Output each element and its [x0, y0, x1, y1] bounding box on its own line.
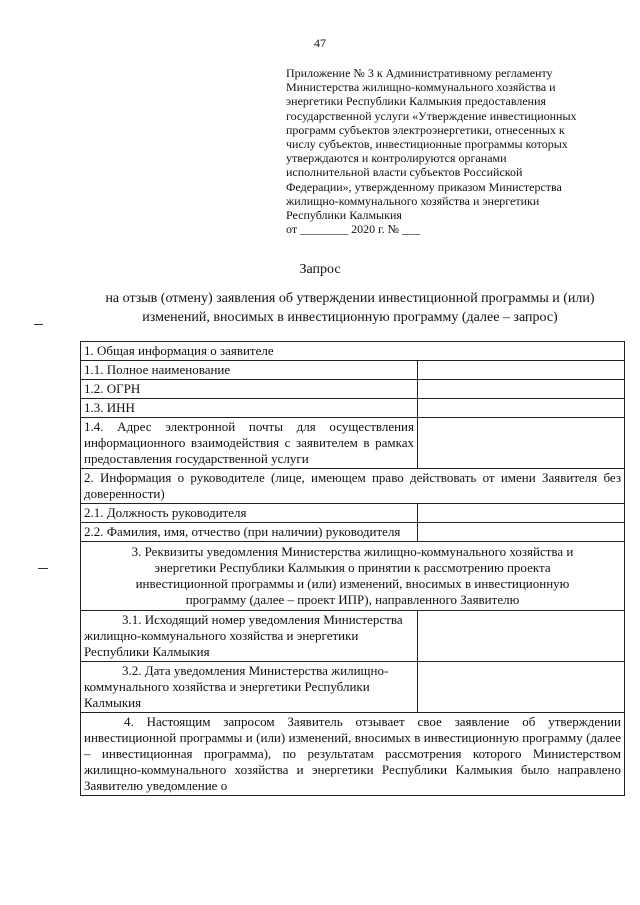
- appendix-line: исполнительной власти субъектов Российской: [286, 165, 523, 180]
- table-row: [81, 504, 625, 523]
- head-position-value-cell[interactable]: [418, 504, 625, 523]
- table-row: [81, 611, 625, 662]
- ogrn-label: 1.2. ОГРН: [81, 380, 418, 399]
- section-1-header: 1. Общая информация о заявителе: [81, 342, 625, 361]
- table-row: [81, 418, 625, 469]
- inn-label: 1.3. ИНН: [81, 399, 418, 418]
- table-row: [81, 342, 625, 361]
- notice-date-label: 3.2. Дата уведомления Министерства жилищно-коммунального хозяйства и энергетики Республики Калмыкия: [81, 662, 418, 713]
- table-row: [81, 399, 625, 418]
- table-row: [81, 361, 625, 380]
- notice-number-value-cell[interactable]: [418, 611, 625, 662]
- table-row: [81, 380, 625, 399]
- table-row: [81, 713, 625, 796]
- appendix-note: [286, 66, 614, 236]
- head-fullname-label: 2.2. Фамилия, имя, отчество (при наличии) руководителя: [81, 523, 418, 542]
- margin-mark: [34, 324, 43, 325]
- appendix-line: программ субъектов электроэнергетики, отнесенных к: [286, 122, 565, 137]
- table-row: [81, 523, 625, 542]
- head-position-label: 2.1. Должность руководителя: [81, 504, 418, 523]
- notice-number-label: 3.1. Исходящий номер уведомления Министерства жилищно-коммунального хозяйства и энергетики Республики Калмыкия: [81, 611, 418, 662]
- section-2-header: 2. Информация о руководителе (лице, имеющем право действовать от имени Заявителя без доверенности): [81, 469, 625, 504]
- email-label: 1.4. Адрес электронной почты для осуществления информационного взаимодействия с заявителем в рамках предоставления государственной услуги: [81, 418, 418, 469]
- notice-date-value-cell[interactable]: [418, 662, 625, 713]
- appendix-line: Министерства жилищно-коммунального хозяйства и: [286, 80, 556, 95]
- appendix-line: утверждаются и контролируются органами: [286, 151, 507, 166]
- appendix-line: Приложение № 3 к Административному регламенту: [286, 66, 553, 80]
- appendix-line: энергетики Республики Калмыкия предоставления: [286, 94, 547, 109]
- section-4-text: 4. Настоящим запросом Заявитель отзывает свое заявление об утверждении инвестиционной программы и (или) изменений, вносимых в инвестиционную программу (далее – инвестиционная программа), по результатам рассмотрения которого Министерством жилищно-коммунального хозяйства и энергетики Республики Калмыкия было направлено Заявителю уведомление о: [81, 713, 625, 796]
- appendix-line: Республики Калмыкия: [286, 208, 402, 223]
- appendix-line: жилищно-коммунального хозяйства и энергетики: [286, 193, 540, 208]
- section-3-header: 3. Реквизиты уведомления Министерства жилищно-коммунального хозяйства и энергетики Республики Калмыкия о принятии к рассмотрению проекта инвестиционной программы и (или) изменений, вносимых в инвестиционную программу (далее – проект ИПР), направленного Заявителю: [81, 542, 625, 611]
- full-name-value-cell[interactable]: [418, 361, 625, 380]
- ogrn-value-cell[interactable]: [418, 380, 625, 399]
- appendix-line: числу субъектов, инвестиционные программы которых: [286, 137, 568, 152]
- appendix-date-line: от ________ 2020 г. № ___: [286, 222, 421, 237]
- full-name-label: 1.1. Полное наименование: [81, 361, 418, 380]
- inn-value-cell[interactable]: [418, 399, 625, 418]
- appendix-line: Федерации», утвержденному приказом Министерства: [286, 179, 562, 194]
- head-fullname-value-cell[interactable]: [418, 523, 625, 542]
- table-row: [81, 662, 625, 713]
- appendix-line: государственной услуги «Утверждение инвестиционных: [286, 108, 577, 123]
- page-number: 47: [314, 36, 326, 50]
- request-form-table: [80, 341, 625, 796]
- table-row: [81, 542, 625, 611]
- email-value-cell[interactable]: [418, 418, 625, 469]
- document-title: Запрос: [299, 262, 341, 277]
- margin-mark: [38, 568, 48, 569]
- document-subtitle: на отзыв (отмену) заявления об утверждении инвестиционной программы и (или) изменений, вносимых в инвестиционную программу (далее – запрос): [105, 291, 595, 325]
- table-row: [81, 469, 625, 504]
